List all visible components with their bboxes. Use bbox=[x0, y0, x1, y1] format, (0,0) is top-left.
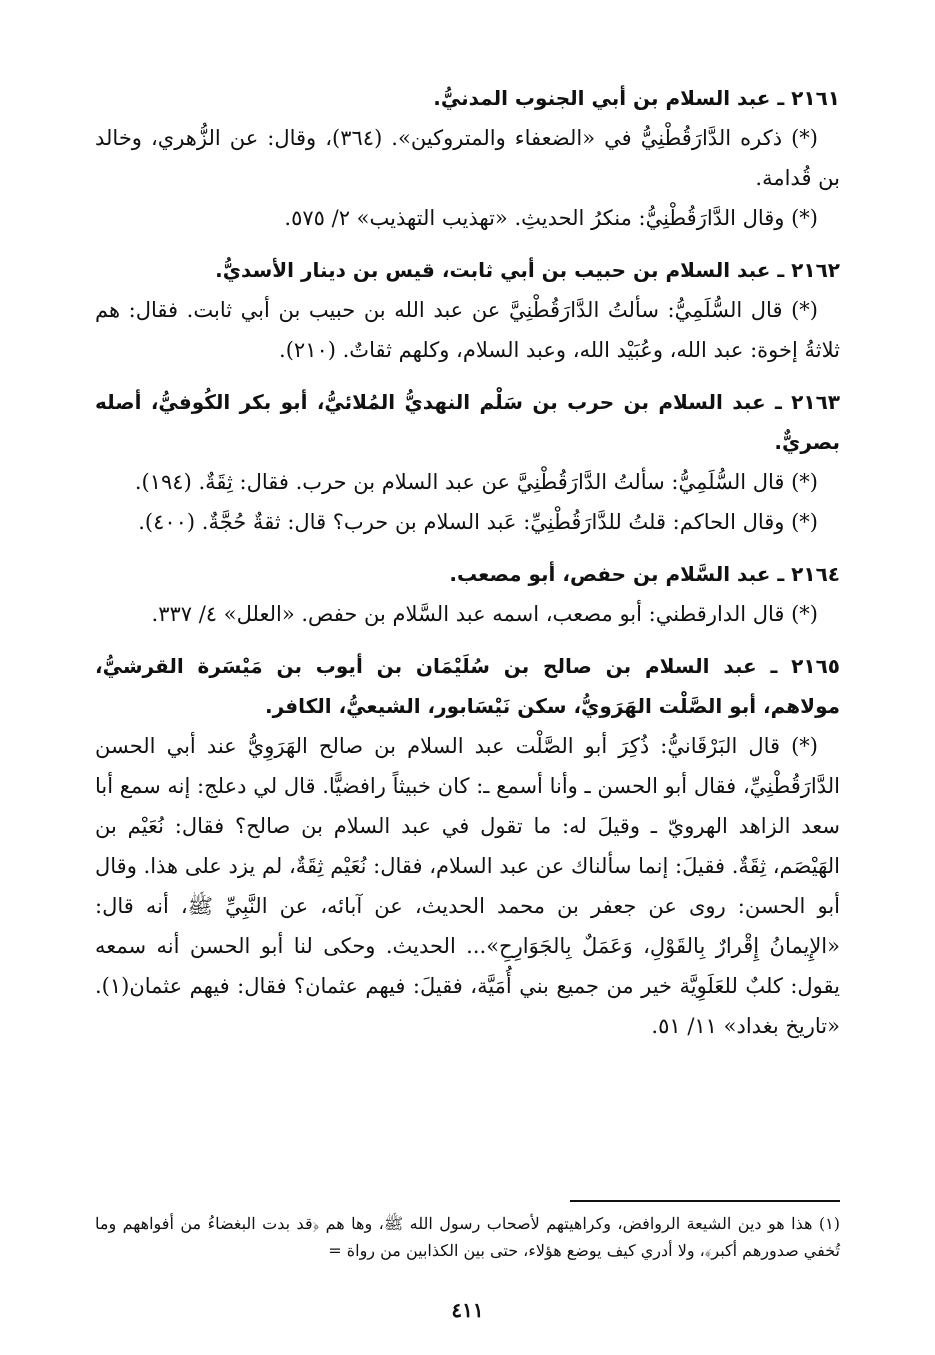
entry-paragraph: (*) قال السُّلَمِيُّ: سألتُ الدَّارَقُطْنِيَّ عن عبد السلام بن حرب. فقال: ثِقَةٌ. (١٩٤). bbox=[134, 470, 818, 494]
page-body bbox=[95, 78, 840, 1058]
entry-heading: ٢١٦١ ـ عبد السلام بن أبي الجنوب المدنيُّ. bbox=[433, 86, 840, 110]
footnote-divider bbox=[570, 1200, 840, 1202]
entry-paragraph: (*) قال البَرْقَانيُّ: ذُكِرَ أبو الصَّلْت عبد السلام بن صالح الهَرَوِيُّ عند أبي الحسن الدَّارَقُطْنِيِّ، فقال أبو الحسن ـ وأنا أسمع ـ: كان خبيثاً رافضيًّا. قال لي دعلج: إنه سمع أبا سعد الزاهد الهرويّ ـ وقيلَ له: ما تقول في عبد السلام بن صالح؟ فقال: نُعَيْم بن الهَيْصَم، ثِقَةٌ. فقيلَ: إنما سألناك عن عبد السلام، فقال: نُعَيْم ثِقَةٌ، لم يزد على هذا. وقال أبو الحسن: روى عن جعفر بن محمد الحديث، عن آبائه، عن النَّبِيِّ ﷺ، أنه قال: «الإِيمانُ إِقْرارٌ بِالقَوْلِ، وَعَمَلٌ بِالجَوَارِحِ»... الحديث. وحكى لنا أبو الحسن أنه سمعه يقول: كلبٌ للعَلَوِيَّة خير من جميع بني أُمَيَّة، فقيلَ: فيهم عثمان؟ فقال: فيهم عثمان(١). «تاريخ بغداد» ١١/ ٥١. bbox=[95, 734, 840, 1038]
entry-paragraph: (*) وقال الحاكم: قلتُ للدَّارَقُطْنِيِّ: عَبد السلام بن حرب؟ قال: ثقةٌ حُجَّةٌ. (٤٠٠). bbox=[138, 510, 818, 534]
entry-heading: ٢١٦٣ ـ عبد السلام بن حرب بن سَلْم النهديُّ المُلائيُّ، أبو بكر الكُوفيُّ، أصله بصريٌّ. bbox=[95, 390, 840, 454]
entry-2164 bbox=[95, 554, 840, 634]
footnote: (١) هذا هو دين الشيعة الروافض، وكراهيتهم لأصحاب رسول الله ﷺ، وها هم ﴿قد بدت البغضاءُ من أفواههم وما تُخفي صدورهم أكبر﴾، ولا أدري كيف يوضع هؤلاء، حتى بين الكذابين من رواة = bbox=[95, 1214, 840, 1260]
entry-paragraph: (*) قال السُّلَمِيُّ: سألتُ الدَّارَقُطْنِيَّ عن عبد الله بن حبيب بن أبي ثابت. فقال: هم ثلاثةُ إخوة: عبد الله، وعُبَيْد الله، وعبد السلام، وكلهم ثقاتٌ. (٢١٠). bbox=[95, 298, 840, 362]
entry-paragraph: (*) ذكره الدَّارَقُطْنِيُّ في «الضعفاء والمتروكين». (٣٦٤)، وقال: عن الزُّهري، وخالد بن قُدامة. bbox=[95, 126, 840, 190]
entry-paragraph: (*) وقال الدَّارَقُطْنِيُّ: منكرُ الحديثِ. «تهذيب التهذيب» ٢/ ٥٧٥. bbox=[284, 206, 818, 230]
entry-heading: ٢١٦٥ ـ عبد السلام بن صالح بن سُلَيْمَان بن أيوب بن مَيْسَرة القرشيُّ، مولاهم، أبو الصَّلْت الهَرَويُّ، سكن نَيْسَابور، الشيعيُّ، الكافر. bbox=[95, 654, 840, 718]
page-number: ٤١١ bbox=[451, 1298, 484, 1322]
entry-2162 bbox=[95, 250, 840, 370]
entry-2165 bbox=[95, 646, 840, 1046]
entry-heading: ٢١٦٢ ـ عبد السلام بن حبيب بن أبي ثابت، قيس بن دينار الأسديُّ. bbox=[215, 258, 840, 282]
entry-paragraph: (*) قال الدارقطني: أبو مصعب، اسمه عبد السَّلام بن حفص. «العلل» ٤/ ٣٣٧. bbox=[151, 602, 818, 626]
entry-2161 bbox=[95, 78, 840, 238]
entry-heading: ٢١٦٤ ـ عبد السَّلام بن حفص، أبو مصعب. bbox=[449, 562, 840, 586]
entry-2163 bbox=[95, 382, 840, 542]
